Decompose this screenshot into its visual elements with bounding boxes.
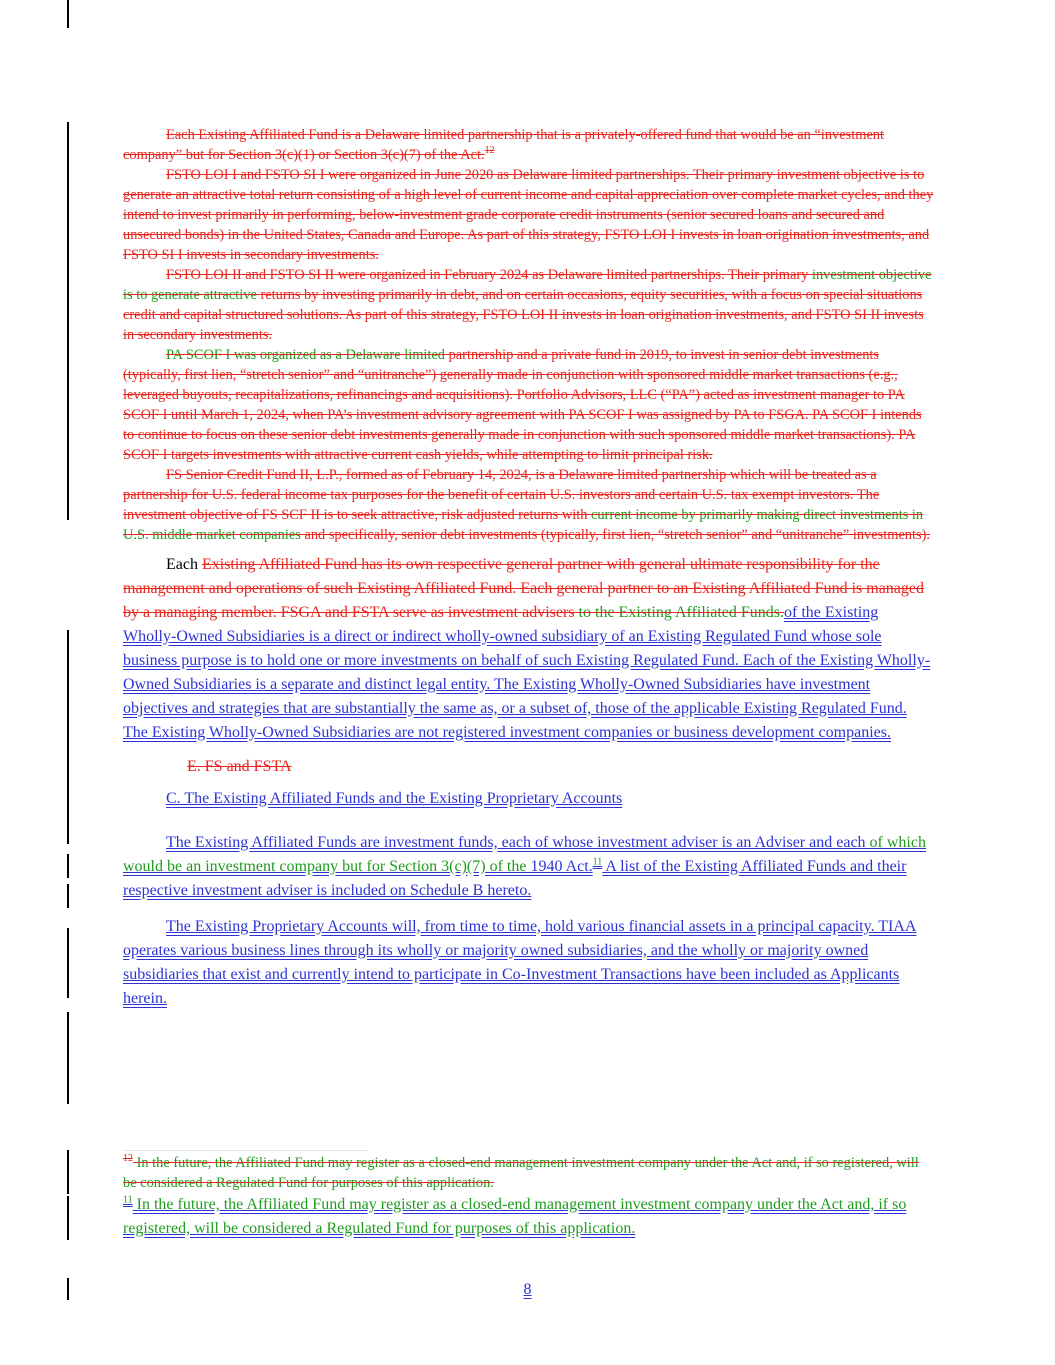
deleted-text: Each Existing Affiliated Fund is a Delaware limited partnership that is a privately-offered fund that would be an “investment company” but for Section 3(c)(1) or Section 3(c)(7) of the Act. — [123, 127, 884, 163]
deleted-text: and specifically, senior debt investments (typically, first lien, “stretch senior” and “unitranche” investments). — [300, 527, 930, 543]
deleted-text: FS Senior Credit Fund II, L.P., formed as of February 14, 2024, is a Delaware limited partnership which will be treated as a partnership for U.S. federal income tax purposes for the benefit of certain U.S. investors and certain U.S. tax exempt investors. The investment objective of FS SCF II is to seek attractive, risk adjusted returns with — [123, 467, 880, 523]
footnote-separator — [123, 1150, 368, 1151]
inserted-text: A list of the Existing Affiliated Funds and their respective investment adviser is included on Schedule B hereto. — [123, 858, 907, 899]
change-bar-proprietary-accounts — [67, 1012, 69, 1104]
moved-deleted-text: In the future, the Affiliated Fund may register as a closed-end management investment company under the Act and, if so registered, will be considered a Regulated Fund for purposes of this application. — [123, 1155, 919, 1191]
unchanged-text: Each — [166, 556, 198, 573]
change-bar-affiliated-funds — [67, 928, 69, 998]
footnote-mark-11: 11 — [123, 1194, 133, 1206]
document-body — [123, 125, 935, 1011]
paragraph-existing-proprietary-accounts — [123, 915, 935, 1011]
paragraph-existing-affiliated-funds — [123, 831, 935, 903]
moved-inserted-text: of which would be an investment company but for Section 3(c)(7) of the — [123, 834, 926, 875]
page-number — [0, 1279, 1055, 1301]
change-bar-each-paragraph — [67, 630, 69, 844]
moved-deleted-text: investment objective is to generate attractive — [123, 267, 932, 303]
inserted-text: The Existing Proprietary Accounts will, from time to time, hold various financial assets in a principal capacity. TIAA operates various business lines through its wholly or majority owned subsidiaries, and the wholly or majority owned subsidiaries that exist and currently intend to participate in Co-Investment Transactions have been included as Applicants herein. — [123, 918, 917, 1007]
deleted-text: returns by investing primarily in debt, and on certain occasions, equity securities, with a focus on special situations credit and capital structured solutions. As part of this strategy, FSTO LOI II invests in loan origination investments, and FSTO SI II invests in secondary investments. — [123, 287, 924, 343]
change-bar-footnote-11 — [67, 1196, 69, 1240]
inserted-text: of the Existing Wholly-Owned Subsidiaries is a direct or indirect wholly-owned subsidiary of an Existing Regulated Fund whose sole business purpose is to hold one or more investments on behalf of such Existing Regulated Fund. Each of the Existing Wholly-Owned Subsidiaries is a separate and distinct legal entity. The Existing Wholly-Owned Subsidiaries have investment objectives and strategies that are substantially the same as, or a subset of, those of the applicable Existing Regulated Fund. The Existing Wholly-Owned Subsidiaries are not registered investment companies or business development companies. — [123, 604, 931, 741]
paragraph-existing-affiliated-fund-deleted — [123, 125, 935, 165]
change-bar-footnote-12 — [67, 1150, 69, 1194]
deleted-heading: E. FS and FSTA — [187, 758, 292, 775]
paragraph-fsto-loi-i-deleted — [123, 165, 935, 265]
paragraph-fs-senior-credit-fund-deleted — [123, 465, 935, 545]
moved-inserted-text: In the future, the Affiliated Fund may register as a closed-end management investment company under the Act and, if so registered, will be considered a Regulated Fund for purposes of this application. — [123, 1196, 907, 1237]
heading-existing-affiliated-funds-inserted — [123, 787, 935, 811]
footnote-11-inserted — [123, 1193, 935, 1241]
moved-deleted-text: to the Existing Affiliated Funds. — [574, 604, 785, 621]
inserted-text: 1940 Act. — [526, 858, 593, 875]
heading-fs-and-fsta-deleted — [123, 755, 935, 779]
moved-deleted-text: PA SCOF I was organized as a Delaware limited — [166, 347, 445, 363]
paragraph-each-wholly-owned-subsidiaries — [123, 553, 935, 745]
deleted-text: FSTO LOI II and FSTO SI II were organized in February 2024 as Delaware limited partnerships. Their primary — [166, 267, 812, 283]
change-bar-top — [67, 0, 69, 28]
footnote-12-deleted — [123, 1153, 935, 1193]
change-bar-deleted-section — [67, 122, 69, 520]
deleted-text: partnership and a private fund in 2019, to invest in senior debt investments (typically, first lien, “stretch senior” and “unitranche”) generally made in conjunction with sponsored middle market transactions (e.g., leveraged buyouts, recapitalizations, refinancings and acquisitions). Portfolio Advisors, LLC (“PA”) acted as investment manager to PA SCOF I until March 1, 2024, when PA’s investment advisory agreement with PA SCOF I was assigned by PA to FSGA. PA SCOF I intends to continue to focus on these senior debt investments generally made in conjunction with such sponsored middle market transactions). PA SCOF I targets investments with attractive current cash yields, while attempting to limit principal risk. — [123, 347, 922, 463]
paragraph-pa-scof-i-deleted — [123, 345, 935, 465]
inserted-heading: C. The Existing Affiliated Funds and the Existing Proprietary Accounts — [166, 790, 623, 807]
inserted-text: The Existing Affiliated Funds are investment funds, each of whose investment adviser is an Adviser and each — [166, 834, 866, 851]
change-bar-heading-ins — [67, 884, 69, 908]
deleted-text: FSTO LOI I and FSTO SI I were organized in June 2020 as Delaware limited partnerships. Their primary investment objective is to generate an attractive total return consisting of a high level of current income and capital appreciation over complete market cycles, and they intend to invest primarily in performing, below-investment grade corporate credit instruments (senior secured loans and secured and unsecured bonds) in the United States, Canada and Europe. As part of this strategy, FSTO LOI I invests in loan origination investments, and FSTO SI I invests in secondary investments. — [123, 167, 934, 263]
footnote-mark-12: 12 — [123, 1153, 133, 1165]
footnotes — [123, 1153, 935, 1241]
paragraph-fsto-loi-ii-deleted — [123, 265, 935, 345]
deleted-text: Existing Affiliated Fund has its own respective general partner with general ultimate responsibility for the management and operations of such Existing Affiliated Fund. Each general partner to an Existing Affiliated Fund is managed by a managing member. FSGA and FSTA serve as investment advisers — [123, 556, 924, 621]
change-bar-heading-del — [67, 854, 69, 878]
page-number-text: 8 — [523, 1281, 532, 1298]
moved-deleted-text: current income by primarily making direct investments in U.S. middle market companies — [123, 507, 924, 543]
footnote-ref-12[interactable]: 12 — [484, 145, 495, 157]
footnote-ref-11[interactable]: 11 — [592, 856, 603, 868]
